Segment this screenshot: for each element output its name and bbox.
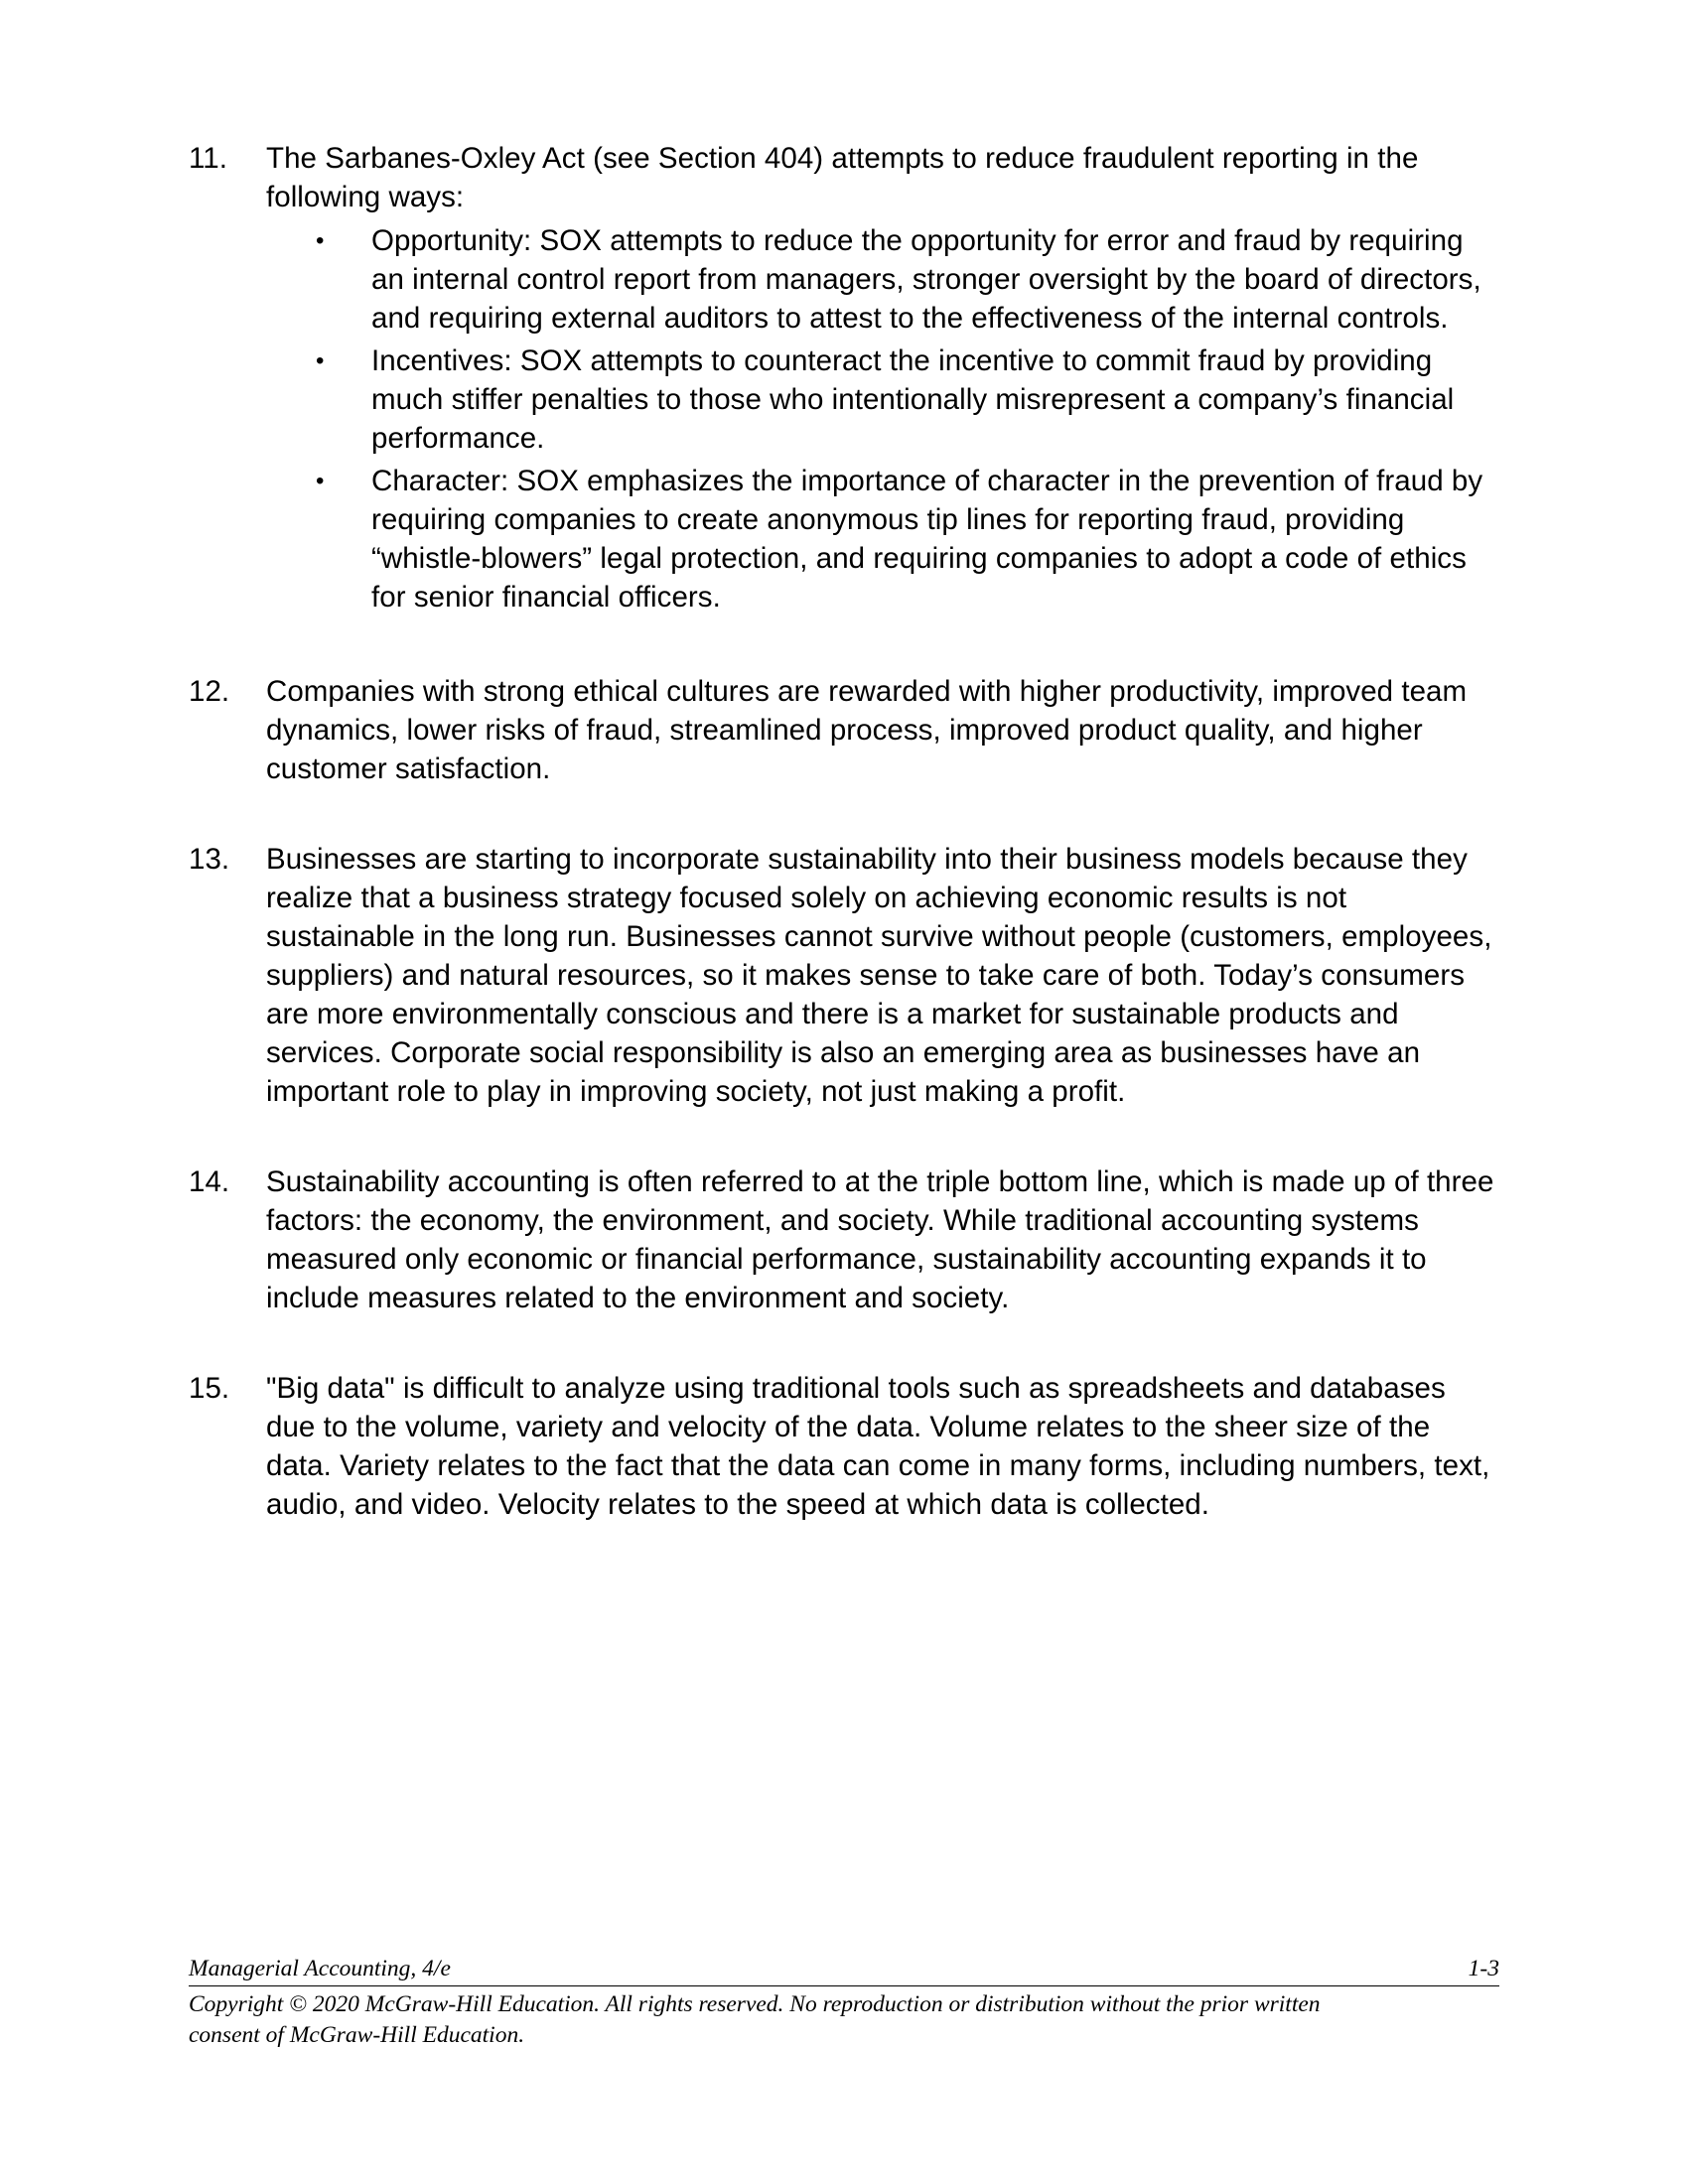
bullet-icon: • (316, 347, 325, 374)
item-text: Companies with strong ethical cultures are rewarded with higher productivity, improved team dynamics, lower risks of fraud, streamlined process, improved product quality, and higher customer satisfaction. (266, 675, 1468, 785)
numbered-answer-list (189, 139, 1499, 1524)
item-number: 15. (189, 1372, 230, 1405)
item-number: 12. (189, 675, 230, 708)
list-item (189, 1162, 1499, 1317)
document-body (189, 139, 1499, 1524)
list-item (189, 139, 1499, 616)
footer-title-row (189, 1954, 1499, 1986)
item-text: "Big data" is difficult to analyze using traditional tools such as spreadsheets and databases due to the volume, variety and velocity of the data. Volume relates to the sheer size of the data. Variety relates to the fact that the data can come in many forms, including numbers, text, audio, and video. Velocity relates to the speed at which data is collected. (266, 1372, 1490, 1521)
item-text: Businesses are starting to incorporate sustainability into their business models because they realize that a business strategy focused solely on achieving economic results is not sustainable in the long run. Businesses cannot survive without people (customers, employees, suppliers) and natural resources, so it makes sense to take care of both. Today’s consumers are more environmentally conscious and there is a market for sustainable products and services. Corporate social responsibility is also an emerging area as businesses have an important role to play in improving society, not just making a profit. (266, 843, 1492, 1108)
list-item (189, 1369, 1499, 1524)
bullet-icon: • (316, 468, 325, 494)
footer-book-title: Managerial Accounting, 4/e (189, 1956, 451, 1981)
bullet-text: Incentives: SOX attempts to counteract the incentive to commit fraud by providing much stiffer penalties to those who intentionally misrepresent a company’s financial performance. (371, 344, 1455, 455)
page-footer (189, 1954, 1499, 2051)
bullet-text: Opportunity: SOX attempts to reduce the opportunity for error and fraud by requiring an internal control report from managers, stronger oversight by the board of directors, and requiring external auditors to attest to the effectiveness of the internal controls. (371, 224, 1481, 335)
list-item (189, 672, 1499, 788)
bullet-sublist (266, 221, 1499, 616)
list-item (189, 840, 1499, 1111)
footer-copyright: Copyright © 2020 McGraw-Hill Education. All rights reserved. No reproduction or distribution without the prior written consent of McGraw-Hill Education. (189, 1991, 1321, 2048)
list-item (306, 221, 1499, 338)
item-text: The Sarbanes-Oxley Act (see Section 404) attempts to reduce fraudulent reporting in the following ways: (266, 142, 1419, 213)
item-number: 11. (189, 142, 227, 175)
footer-page-number: 1-3 (1468, 1956, 1499, 1981)
item-number: 14. (189, 1165, 230, 1198)
item-text: Sustainability accounting is often referred to at the triple bottom line, which is made up of three factors: the economy, the environment, and society. While traditional accounting systems measured only economic or financial performance, sustainability accounting expands it to include measures related to the environment and society. (266, 1165, 1494, 1314)
bullet-text: Character: SOX emphasizes the importance of character in the prevention of fraud by requiring companies to create anonymous tip lines for reporting fraud, providing “whistle-blowers” legal protection, and requiring companies to adopt a code of ethics for senior financial officers. (371, 465, 1483, 614)
bullet-icon: • (316, 227, 325, 254)
item-number: 13. (189, 843, 230, 876)
list-item (306, 462, 1499, 616)
list-item (306, 341, 1499, 458)
